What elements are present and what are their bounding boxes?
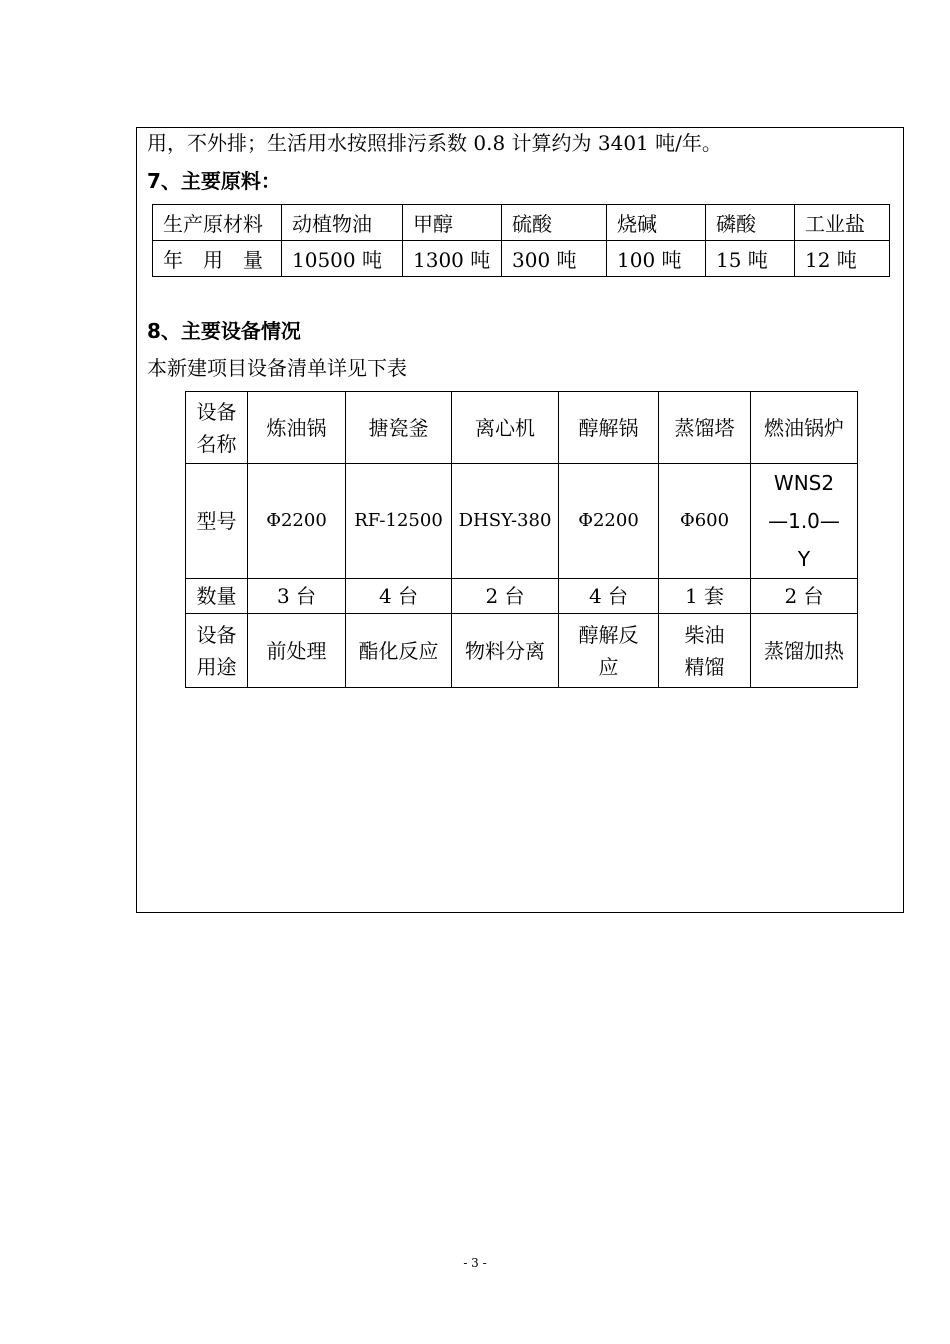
equipment-cell: 前处理 xyxy=(248,614,346,688)
materials-cell: 工业盐 xyxy=(795,205,890,241)
materials-cell: 年 用 量 xyxy=(153,241,282,277)
materials-cell: 硫酸 xyxy=(502,205,607,241)
page-number: - 3 - xyxy=(463,1256,487,1270)
equipment-cell: 蒸馏加热 xyxy=(751,614,858,688)
equipment-cell: 燃油锅炉 xyxy=(751,392,858,464)
materials-cell: 10500 吨 xyxy=(282,241,403,277)
equipment-row-label: 设备 用途 xyxy=(186,614,248,688)
equipment-quantity-row xyxy=(186,579,858,614)
equipment-cell: WNS2 —1.0— Y xyxy=(751,464,858,579)
section-8-heading: 8、主要设备情况 xyxy=(147,319,301,343)
materials-header-row xyxy=(153,205,890,241)
equipment-cell: 柴油 精馏 xyxy=(659,614,751,688)
materials-amount-row xyxy=(153,241,890,277)
equipment-cell: 2 台 xyxy=(751,579,858,614)
materials-cell: 1300 吨 xyxy=(403,241,502,277)
equipment-cell: 蒸馏塔 xyxy=(659,392,751,464)
equipment-cell: Φ600 xyxy=(659,464,751,579)
materials-cell: 15 吨 xyxy=(706,241,795,277)
materials-table xyxy=(152,204,890,277)
equipment-cell: 物料分离 xyxy=(452,614,559,688)
materials-cell: 烧碱 xyxy=(607,205,706,241)
equipment-cell: 醇解锅 xyxy=(559,392,659,464)
equipment-cell: 1 套 xyxy=(659,579,751,614)
equipment-row-label: 数量 xyxy=(186,579,248,614)
section-8-intro: 本新建项目设备清单详见下表 xyxy=(147,356,407,380)
equipment-row-label: 设备 名称 xyxy=(186,392,248,464)
materials-cell: 300 吨 xyxy=(502,241,607,277)
intro-line: 用，不外排；生活用水按照排污系数 0.8 计算约为 3401 吨/年。 xyxy=(147,131,722,155)
equipment-cell: Φ2200 xyxy=(248,464,346,579)
materials-cell: 动植物油 xyxy=(282,205,403,241)
equipment-name-row xyxy=(186,392,858,464)
equipment-use-row xyxy=(186,614,858,688)
equipment-cell: 搪瓷釜 xyxy=(346,392,452,464)
equipment-cell: 醇解反 应 xyxy=(559,614,659,688)
equipment-cell: 4 台 xyxy=(559,579,659,614)
equipment-row-label: 型号 xyxy=(186,464,248,579)
materials-cell: 100 吨 xyxy=(607,241,706,277)
equipment-cell: 3 台 xyxy=(248,579,346,614)
equipment-cell: Φ2200 xyxy=(559,464,659,579)
equipment-cell: 离心机 xyxy=(452,392,559,464)
materials-cell: 生产原材料 xyxy=(153,205,282,241)
equipment-model-row xyxy=(186,464,858,579)
equipment-cell: DHSY-380 xyxy=(452,464,559,579)
materials-cell: 磷酸 xyxy=(706,205,795,241)
materials-cell: 甲醇 xyxy=(403,205,502,241)
equipment-cell: RF-12500 xyxy=(346,464,452,579)
equipment-cell: 2 台 xyxy=(452,579,559,614)
materials-cell: 12 吨 xyxy=(795,241,890,277)
equipment-cell: 酯化反应 xyxy=(346,614,452,688)
section-7-heading: 7、主要原料： xyxy=(147,169,281,193)
equipment-cell: 炼油锅 xyxy=(248,392,346,464)
equipment-cell: 4 台 xyxy=(346,579,452,614)
equipment-table xyxy=(185,391,858,688)
content-frame xyxy=(136,127,904,913)
